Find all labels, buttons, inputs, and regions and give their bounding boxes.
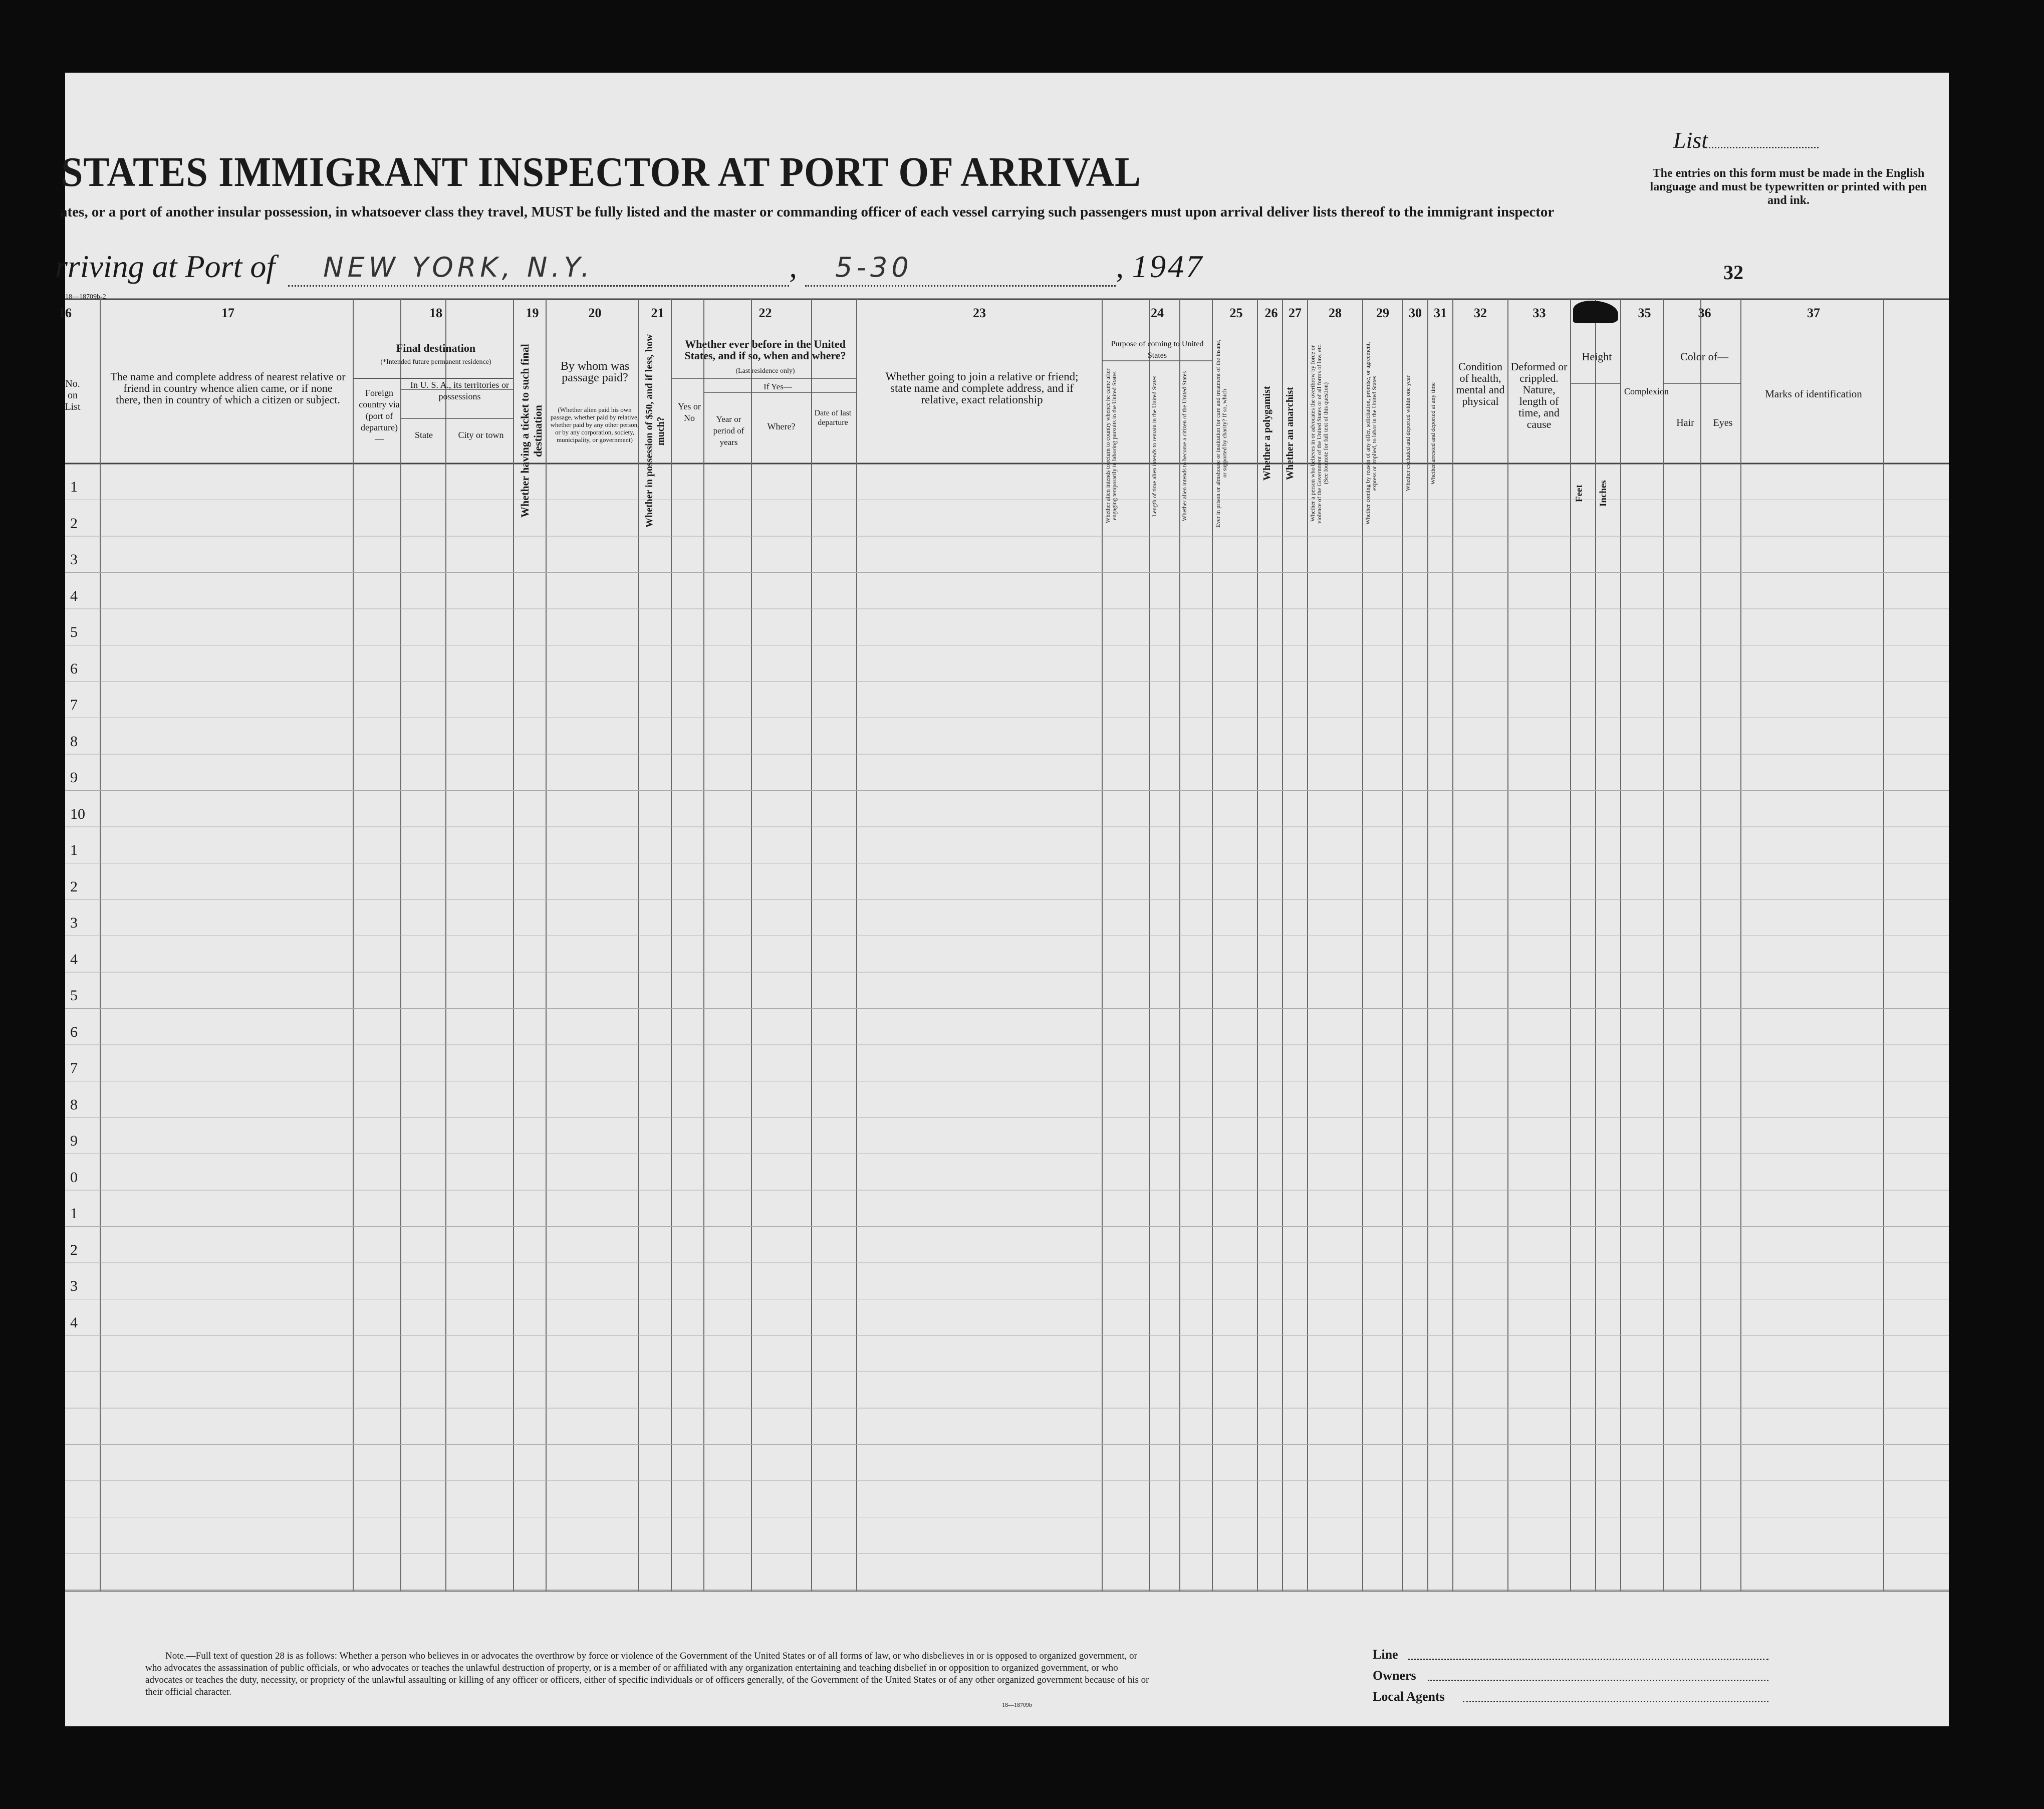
- heading-30: Whether excluded and deported within one year: [1404, 375, 1411, 492]
- heading-hair: Hair: [1676, 417, 1694, 428]
- owners-label: Owners: [1373, 1668, 1416, 1683]
- heading-22-yesno: Yes or No: [678, 401, 701, 423]
- row-number: 1: [70, 842, 78, 858]
- col-25: 25: [1229, 306, 1243, 320]
- heading-27: Whether an anarchist: [1285, 387, 1296, 480]
- port-field[interactable]: [288, 248, 789, 287]
- date-value: 5-30: [835, 252, 913, 283]
- heading-22-where: Where?: [767, 421, 796, 431]
- heading-20-note: (Whether alien paid his own passage, whether paid by relative, whether paid by any other person, or by any corporation, society, municipality, or government): [550, 406, 639, 443]
- row-number: 10: [70, 805, 85, 822]
- row-number: 3: [70, 551, 78, 568]
- heading-20-title: By whom was passage paid?: [560, 360, 630, 384]
- col-36: 36: [1698, 306, 1711, 320]
- row-number: 1: [70, 1205, 78, 1222]
- col-16: 16: [59, 306, 72, 320]
- heading-21: Whether in possession of $50, and if less, how much?: [644, 334, 666, 528]
- row-number: 6: [70, 1023, 78, 1040]
- local-agents-label: Local Agents: [1373, 1689, 1445, 1704]
- heading-height: Height: [1582, 350, 1612, 363]
- owners-field[interactable]: [1428, 1680, 1768, 1681]
- list-number-field[interactable]: [1703, 147, 1819, 148]
- line-field[interactable]: [1408, 1659, 1768, 1660]
- page-title: STATES IMMIGRANT INSPECTOR AT PORT OF ARRIVAL: [61, 149, 1142, 195]
- row-number: 6: [70, 660, 78, 677]
- col-17: 17: [221, 306, 234, 320]
- heading-25: Ever in prison or almshouse or institution for care and treatment of the insane, or supported by charity? If so, which: [1214, 339, 1228, 528]
- local-agents-field[interactable]: [1463, 1701, 1768, 1702]
- heading-17: The name and complete address of nearest relative or friend in country whence alien came, or if none there, then in country of which a citizen or subject.: [110, 370, 346, 406]
- col-30: 30: [1409, 306, 1422, 320]
- col-35: 35: [1638, 306, 1651, 320]
- heading-feet: Feet: [1574, 485, 1585, 503]
- heading-19: Whether having a ticket to such final destination: [519, 344, 544, 518]
- row-number: 4: [70, 1314, 78, 1331]
- heading-23: Whether going to join a relative or friend; state name and complete address, and if relative, exact relationship: [885, 370, 1079, 406]
- heading-24-c: Whether alien intends to become a citizen of the United States: [1181, 371, 1188, 521]
- heading-inches: Inches: [1598, 480, 1609, 507]
- row-number: 3: [70, 1278, 78, 1294]
- heading-color-of: Color of—: [1680, 350, 1728, 363]
- heading-18-note: (*Intended future permanent residence): [380, 358, 491, 366]
- form-code-top: 18—18709b-2: [65, 293, 106, 301]
- heading-18-usa: In U. S. A., its territories or possessions: [410, 380, 509, 401]
- heading-24-a: Whether alien intends to return to country whence he came after engaging temporarily in laboring pursuits in the United States: [1104, 368, 1118, 524]
- col-20: 20: [588, 306, 602, 320]
- col-23: 23: [973, 306, 986, 320]
- heading-eyes: Eyes: [1713, 417, 1733, 428]
- year-value: 1947: [1132, 249, 1204, 284]
- form-code-bottom: 18—18709b: [1002, 1701, 1032, 1708]
- row-number: 9: [70, 769, 78, 786]
- col-37: 37: [1807, 306, 1820, 320]
- page-number: 32: [1723, 261, 1743, 284]
- heading-31: Whether arrested and deported at any time: [1429, 382, 1436, 485]
- row-number: 3: [70, 915, 78, 931]
- heading-18-state: State: [415, 430, 433, 440]
- col-18: 18: [429, 306, 442, 320]
- row-number: 5: [70, 624, 78, 640]
- col-19: 19: [526, 306, 539, 320]
- form-instructions: The entries on this form must be made in the English language and must be typewritten or printed with pen and ink.: [1650, 167, 1927, 207]
- heading-24-b: Length of time alien intends to remain in the United States: [1151, 375, 1158, 517]
- heading-18-title: Final destination: [396, 342, 476, 354]
- row-number: 2: [70, 1241, 78, 1258]
- heading-marks: Marks of identification: [1765, 388, 1862, 400]
- row-number: 9: [70, 1133, 78, 1149]
- list-label: List: [1673, 127, 1708, 153]
- col-26: 26: [1264, 306, 1278, 320]
- row-number: 4: [70, 587, 78, 604]
- arriving-label: rriving at Port of: [55, 249, 276, 284]
- row-number: 7: [70, 1060, 78, 1076]
- row-number: 1: [70, 479, 78, 495]
- heading-18-foreign: Foreign country via (port of departure)—: [359, 388, 400, 444]
- col-28: 28: [1329, 306, 1342, 320]
- port-value: NEW YORK, N.Y.: [323, 252, 594, 283]
- heading-22-year: Year or period of years: [713, 414, 744, 447]
- heading-22-ifyes: If Yes—: [763, 382, 792, 391]
- row-number: 8: [70, 1096, 78, 1113]
- date-field[interactable]: [805, 248, 1116, 287]
- row-number: 4: [70, 951, 78, 968]
- arriving-line: rriving at Port of NEW YORK, N.Y. , 5-30 , 1947: [55, 248, 1204, 287]
- col-31: 31: [1434, 306, 1447, 320]
- heading-22-title: Whether ever before in the United States, and if so, when and where?: [684, 338, 846, 362]
- heading-24-title: Purpose of coming to United States: [1111, 340, 1204, 360]
- heading-complexion: Complexion: [1624, 386, 1669, 396]
- col-21: 21: [651, 306, 664, 320]
- line-label: Line: [1373, 1647, 1398, 1662]
- page-subtitle: ates, or a port of another insular possession, in whatsoever class they travel, MUST be fully listed and the master or commanding officer of each vessel carrying such passengers must upon arrival deliver lists thereof to the immigrant inspector: [60, 204, 1555, 220]
- heading-29: Whether coming by reason of any offer, solicitation, promise, or agreement, express or implied, to labor in the United States: [1364, 342, 1378, 525]
- heading-no-on-list: No. on List: [65, 378, 81, 412]
- footnote: Note.—Full text of question 28 is as follows: Whether a person who believes in or advocates the overthrow by force or violence of the Government of the United States or of all forms of law, or who disbelieves in or is opposed to organized government, or who advocates the assassination of public officials, or who advocates or teaches the unlawful destruction of property, or is a member of or affiliated with any organization entertaining and teaching disbelief in or opposition to organized government, or who advocates or teaches the duty, necessity, or propriety of the unlawful assaulting or killing of any officer or officers, either of specific individuals or of officers generally, of the Government of the United States or of any other organized government because of his or their official character.: [145, 1651, 1149, 1697]
- row-number: 2: [70, 515, 78, 532]
- col-33: 33: [1532, 306, 1546, 320]
- heading-22-date: Date of last departure: [814, 409, 852, 427]
- row-number: 5: [70, 987, 78, 1004]
- col-32: 32: [1474, 306, 1487, 320]
- row-number: 0: [70, 1169, 78, 1186]
- heading-22-note: (Last residence only): [735, 367, 795, 375]
- col-24: 24: [1151, 306, 1164, 320]
- row-number: 2: [70, 878, 78, 895]
- row-number: 8: [70, 733, 78, 750]
- col-29: 29: [1376, 306, 1389, 320]
- heading-33: Deformed or crippled. Nature, length of time, and cause: [1510, 360, 1568, 430]
- heading-26: Whether a polygamist: [1261, 386, 1272, 481]
- manifest-sheet: [55, 73, 1949, 1726]
- col-27: 27: [1289, 306, 1302, 320]
- table-grid: [65, 73, 1949, 1726]
- col-22: 22: [758, 306, 772, 320]
- row-number: 7: [70, 697, 78, 713]
- heading-18-city: City or town: [458, 430, 504, 440]
- heading-32: Condition of health, mental and physical: [1456, 360, 1505, 407]
- heading-28: Whether a person who believes in or advocates the overthrow by force or violence of the Government of the United States or of all forms of law, etc. (See footnote for full text of this question): [1309, 343, 1329, 524]
